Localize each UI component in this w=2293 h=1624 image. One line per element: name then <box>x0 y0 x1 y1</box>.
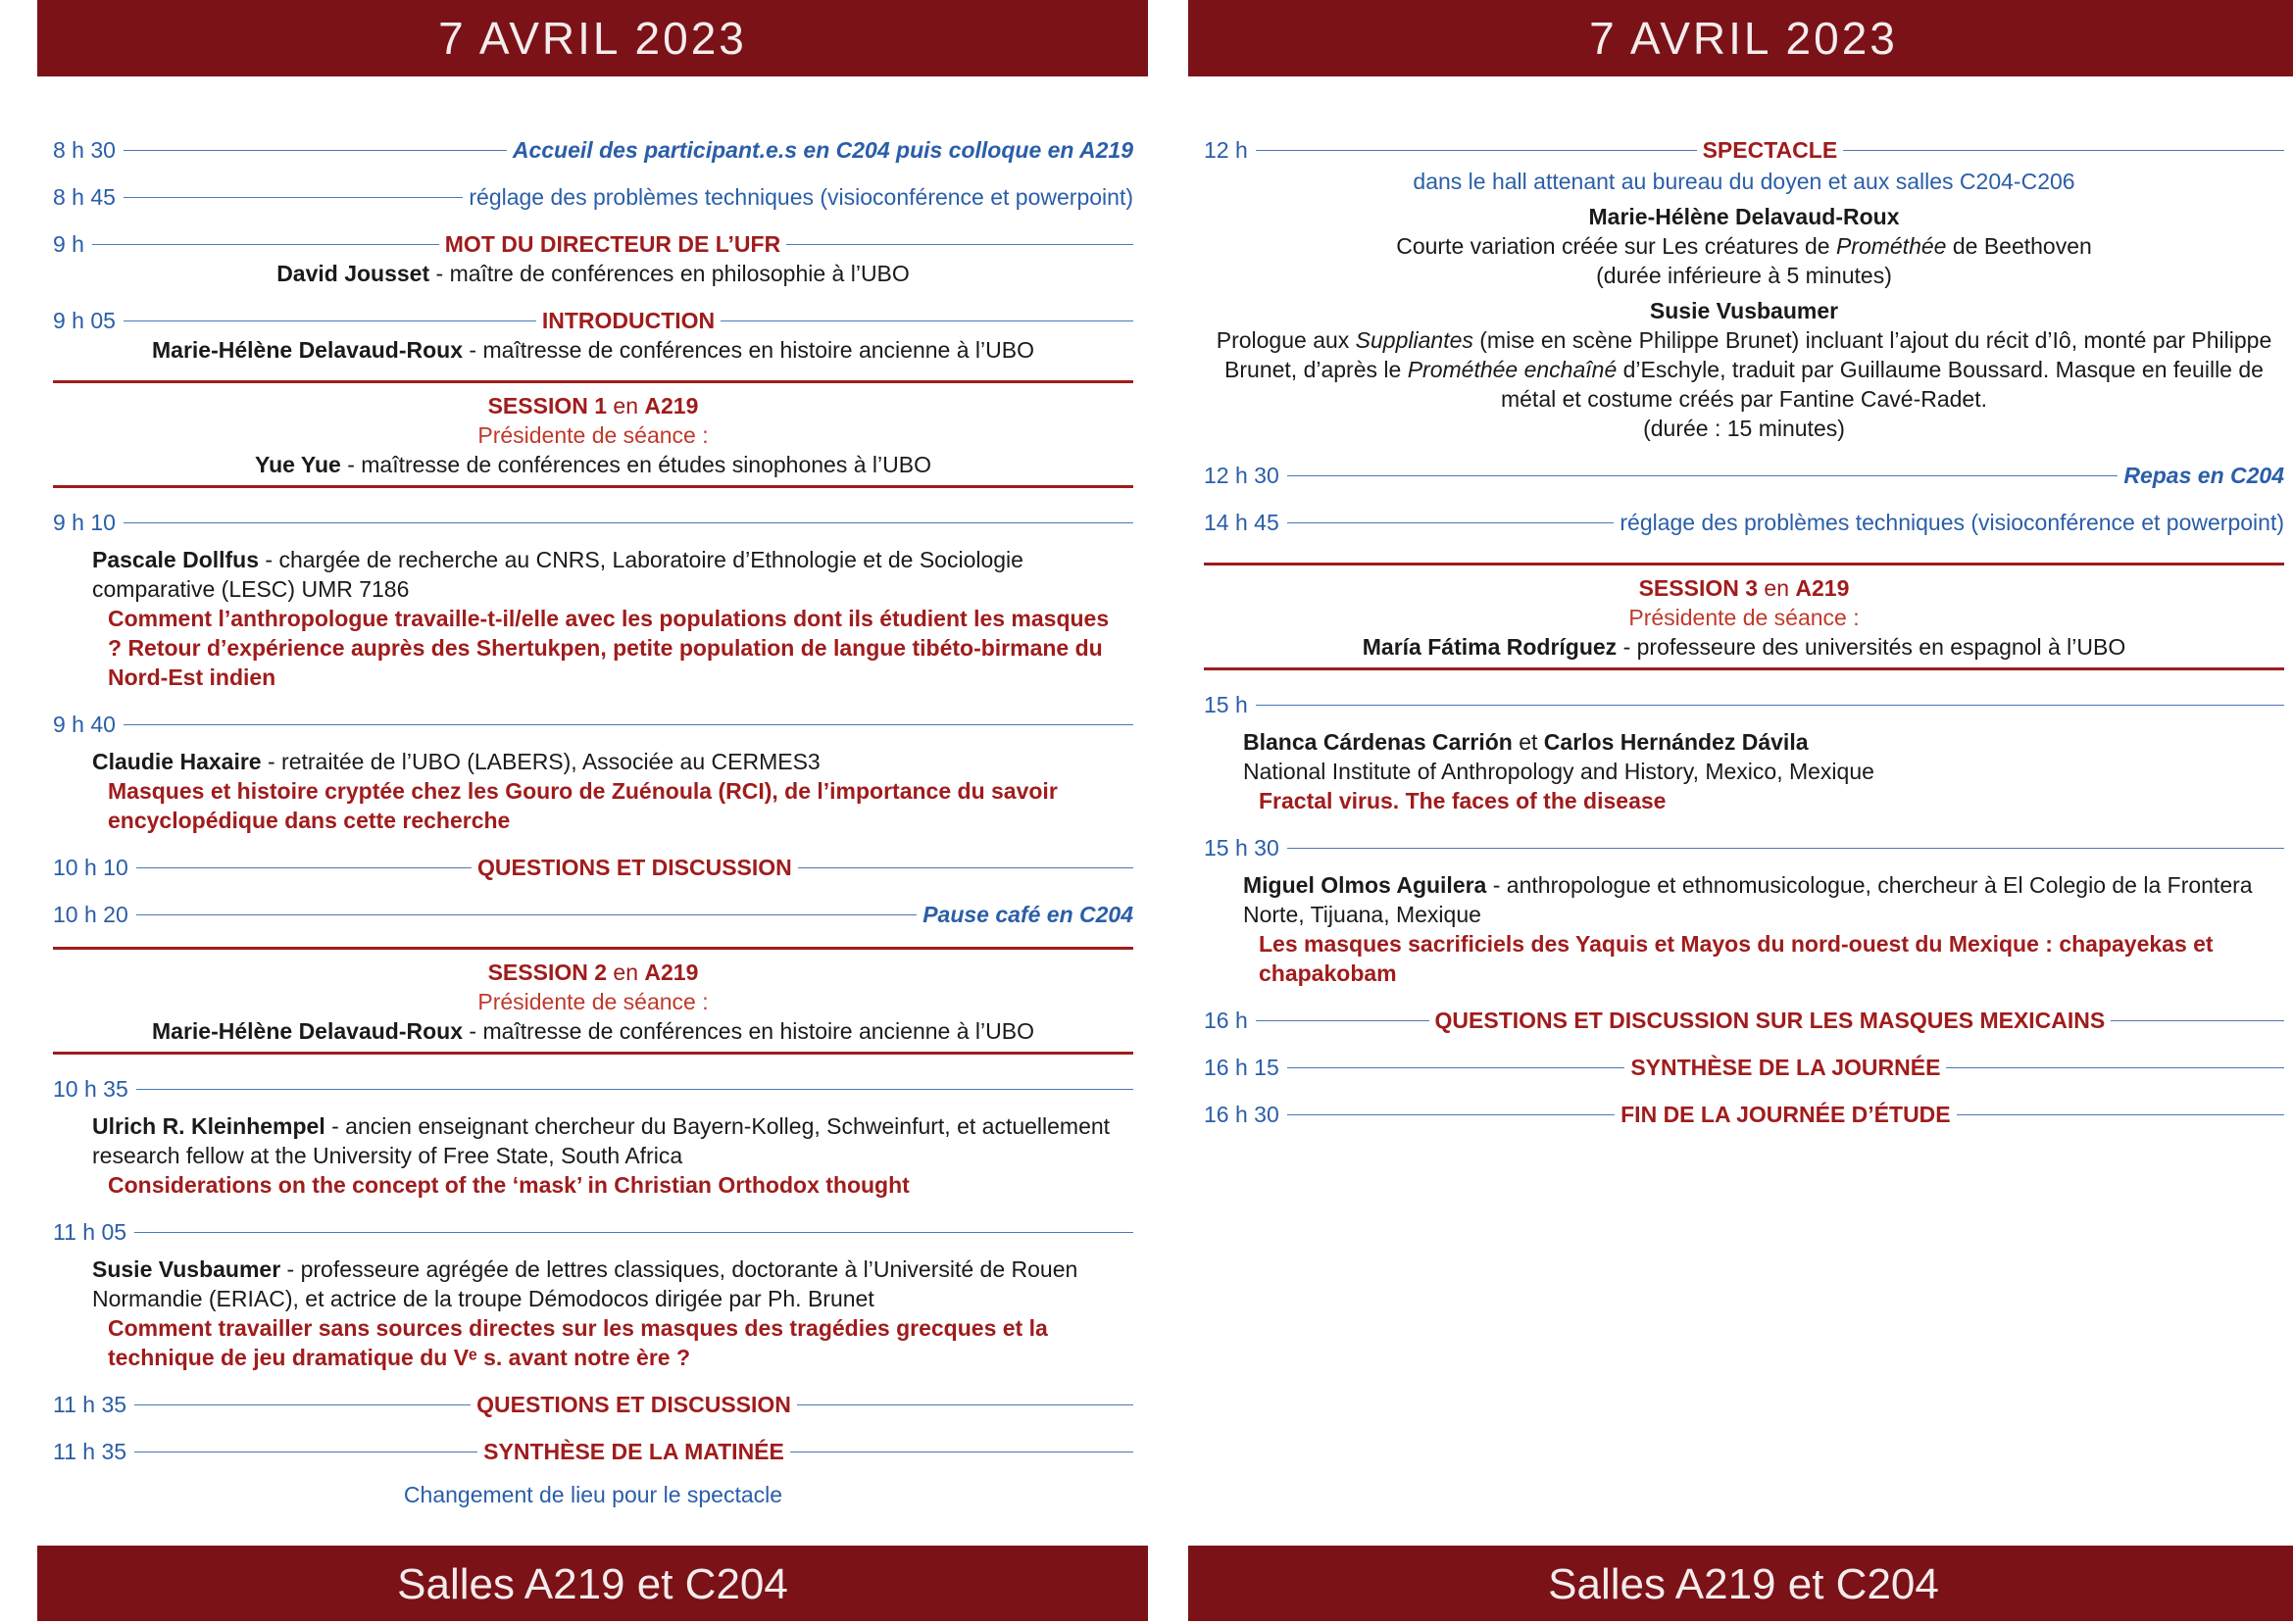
talk-block <box>53 545 1133 692</box>
time-label: 16 h 30 <box>1204 1102 1279 1127</box>
speaker-name: Marie-Hélène Delavaud-Roux <box>152 337 463 363</box>
divider <box>1256 1020 1429 1021</box>
time-label: 8 h 30 <box>53 137 116 163</box>
coffee-break-label: Pause café en C204 <box>922 902 1133 927</box>
time-label: 14 h 45 <box>1204 510 1279 535</box>
divider <box>134 1404 471 1405</box>
time-label: 9 h 05 <box>53 308 116 333</box>
speaker-line: Miguel Olmos Aguilera - anthropologue et ethnomusicologue, chercheur à El Colegio de la Frontera Norte, Tijuana, Mexique <box>1243 872 2253 927</box>
date-banner: 7 AVRIL 2023 <box>1188 0 2293 76</box>
time-label: 9 h <box>53 231 84 257</box>
time-label: 10 h 10 <box>53 855 128 880</box>
performance-block <box>1204 202 2284 290</box>
timeline-entry-0845 <box>53 182 1133 212</box>
director-word-label: MOT DU DIRECTEUR DE L’UFR <box>444 231 781 257</box>
speaker-line: Susie Vusbaumer - professeure agrégée de lettres classiques, doctorante à l’Université de Rouen Normandie (ERIAC), et actrice de la troupe Démodocos dirigée par Ph. Brunet <box>92 1256 1078 1311</box>
divider <box>134 1232 1133 1233</box>
program-page-right <box>1188 0 2293 1621</box>
speaker-role: - maître de conférences en philosophie à l’UBO <box>429 261 910 286</box>
divider <box>1256 150 1697 151</box>
timeline-entry-1500 <box>1204 690 2284 719</box>
venue-change-note: Changement de lieu pour le spectacle <box>403 1482 783 1507</box>
session-1-box <box>53 380 1133 488</box>
timeline-entry-1615 <box>1204 1053 2284 1082</box>
tech-setup-label: réglage des problèmes techniques (visioconférence et powerpoint) <box>469 184 1133 210</box>
show-label: SPECTACLE <box>1702 137 1838 163</box>
talk-title: Comment travailler sans sources directes sur les masques des tragédies grecques et la technique de jeu dramatique du Vᵉ s. avant notre ère ? <box>108 1315 1048 1370</box>
timeline-entry-1020 <box>53 900 1133 929</box>
performance-block <box>1204 296 2284 443</box>
timeline-entry-0910 <box>53 508 1133 537</box>
talk-block <box>1204 727 2284 815</box>
timeline-entry-1200 <box>1204 135 2284 165</box>
divider <box>1287 1114 1615 1115</box>
divider <box>1287 522 1615 523</box>
time-label: 12 h <box>1204 137 1248 163</box>
performer-name: Marie-Hélène Delavaud-Roux <box>1588 204 1900 229</box>
speaker-role: - maîtresse de conférences en histoire ancienne à l’UBO <box>463 337 1034 363</box>
chair-label: Présidente de séance : <box>1628 605 1860 630</box>
divider <box>136 867 472 868</box>
session-heading: SESSION 2 en A219 <box>487 960 699 985</box>
divider <box>1287 475 2119 476</box>
speaker-line <box>53 335 1133 365</box>
chair-line: Marie-Hélène Delavaud-Roux - maîtresse de conférences en histoire ancienne à l’UBO <box>152 1018 1034 1044</box>
talk-block <box>53 1255 1133 1372</box>
speaker-line: Claudie Haxaire - retraitée de l’UBO (LABERS), Associée au CERMES3 <box>92 749 821 774</box>
talk-title: Comment l’anthropologue travaille-t-il/elle avec les populations dont ils étudient les masques ? Retour d’expérience auprès des Shertukpen, petite population de langue tibéto-birmane du Nord-Est indien <box>108 606 1110 690</box>
timeline-entry-1135-discussion <box>53 1390 1133 1419</box>
talk-block <box>1204 870 2284 988</box>
schedule-right <box>1204 135 2284 1147</box>
talk-block <box>53 1111 1133 1200</box>
session-2-box <box>53 947 1133 1055</box>
performance-duration: (durée : 15 minutes) <box>1643 416 1845 441</box>
show-location: dans le hall attenant au bureau du doyen et aux salles C204-C206 <box>1413 169 2075 194</box>
divider <box>1957 1114 2284 1115</box>
divider <box>721 320 1133 321</box>
rooms-banner: Salles A219 et C204 <box>1188 1546 2293 1621</box>
divider <box>2111 1020 2284 1021</box>
schedule-left <box>53 135 1133 1509</box>
timeline-entry-1035 <box>53 1074 1133 1104</box>
timeline-entry-1230 <box>1204 461 2284 490</box>
divider <box>798 867 1133 868</box>
talk-title: Les masques sacrificiels des Yaquis et Mayos du nord-ouest du Mexique : chapayekas et chapakobam <box>1259 931 2214 986</box>
performer-name: Susie Vusbaumer <box>1649 298 1839 323</box>
welcome-label: Accueil des participant.e.s en C204 puis colloque en A219 <box>512 137 1133 163</box>
divider <box>124 150 507 151</box>
speaker-line: Blanca Cárdenas Carrión et Carlos Hernández Dávila <box>1243 729 1809 755</box>
timeline-entry-1630 <box>1204 1100 2284 1129</box>
talk-title: Fractal virus. The faces of the disease <box>1259 788 1667 813</box>
time-label: 11 h 05 <box>53 1219 127 1245</box>
divider <box>124 522 1133 523</box>
divider <box>1256 705 2284 706</box>
day-synthesis-label: SYNTHÈSE DE LA JOURNÉE <box>1630 1055 1941 1080</box>
divider <box>136 914 917 915</box>
divider <box>797 1404 1133 1405</box>
session-3-box <box>1204 563 2284 670</box>
divider <box>1287 848 2284 849</box>
morning-synthesis-label: SYNTHÈSE DE LA MATINÉE <box>483 1439 784 1464</box>
timeline-entry-0905 <box>53 306 1133 335</box>
divider <box>124 197 463 198</box>
timeline-entry-1135-synthesis <box>53 1437 1133 1466</box>
divider <box>786 244 1133 245</box>
talk-title: Masques et histoire cryptée chez les Gouro de Zuénoula (RCI), de l’importance du savoir encyclopédique dans cette recherche <box>108 778 1058 833</box>
performance-description: Prologue aux Suppliantes (mise en scène Philippe Brunet) incluant l’ajout du récit d’Iô, monté par Philippe Brunet, d’après le Prométhée enchaîné d’Eschyle, traduit par Guillaume Boussard. Masque en feuille de métal et costume créés par Fantine Cavé-Radet. <box>1216 327 2272 412</box>
speaker-line: Ulrich R. Kleinhempel - ancien enseignant chercheur du Bayern-Kolleg, Schweinfurt, et actuellement research fellow at the University of Free State, South Africa <box>92 1113 1111 1168</box>
time-label: 9 h 40 <box>53 712 116 737</box>
date-banner: 7 AVRIL 2023 <box>37 0 1148 76</box>
discussion-label: QUESTIONS ET DISCUSSION SUR LES MASQUES MEXICAINS <box>1434 1008 2106 1033</box>
timeline-entry-0940 <box>53 710 1133 739</box>
divider <box>1843 150 2284 151</box>
divider <box>124 320 536 321</box>
speaker-affiliation: National Institute of Anthropology and History, Mexico, Mexique <box>1243 759 1874 784</box>
lunch-label: Repas en C204 <box>2123 463 2284 488</box>
divider <box>1287 1067 1625 1068</box>
time-label: 8 h 45 <box>53 184 116 210</box>
time-label: 12 h 30 <box>1204 463 1279 488</box>
discussion-label: QUESTIONS ET DISCUSSION <box>476 1392 791 1417</box>
time-label: 11 h 35 <box>53 1392 127 1417</box>
session-heading: SESSION 3 en A219 <box>1638 575 1850 601</box>
speaker-line <box>53 259 1133 288</box>
chair-line: María Fátima Rodríguez - professeure des universités en espagnol à l’UBO <box>1362 634 2126 660</box>
time-label: 16 h <box>1204 1008 1248 1033</box>
timeline-entry-1530 <box>1204 833 2284 862</box>
chair-line: Yue Yue - maîtresse de conférences en études sinophones à l’UBO <box>255 452 931 477</box>
timeline-entry-1105 <box>53 1217 1133 1247</box>
divider <box>1946 1067 2284 1068</box>
time-label: 9 h 10 <box>53 510 116 535</box>
timeline-entry-0900 <box>53 229 1133 259</box>
discussion-label: QUESTIONS ET DISCUSSION <box>477 855 792 880</box>
divider <box>92 244 439 245</box>
talk-block <box>53 747 1133 835</box>
speaker-name: David Jousset <box>276 261 430 286</box>
introduction-label: INTRODUCTION <box>541 308 716 333</box>
program-page-left <box>37 0 1148 1621</box>
time-label: 15 h 30 <box>1204 835 1279 861</box>
speaker-line: Pascale Dollfus - chargée de recherche au CNRS, Laboratoire d’Ethnologie et de Sociologie comparative (LESC) UMR 7186 <box>92 547 1023 602</box>
divider <box>124 724 1133 725</box>
session-heading: SESSION 1 en A219 <box>487 393 699 418</box>
performance-description: Courte variation créée sur Les créatures de Prométhée de Beethoven <box>1396 233 2092 259</box>
chair-label: Présidente de séance : <box>477 989 709 1014</box>
timeline-entry-1600 <box>1204 1006 2284 1035</box>
time-label: 11 h 35 <box>53 1439 127 1464</box>
time-label: 15 h <box>1204 692 1248 717</box>
time-label: 10 h 20 <box>53 902 128 927</box>
timeline-entry-1010 <box>53 853 1133 882</box>
time-label: 16 h 15 <box>1204 1055 1279 1080</box>
timeline-entry-0830 <box>53 135 1133 165</box>
rooms-banner: Salles A219 et C204 <box>37 1546 1148 1621</box>
performance-duration: (durée inférieure à 5 minutes) <box>1596 263 1892 288</box>
timeline-entry-1445 <box>1204 508 2284 537</box>
closing-label: FIN DE LA JOURNÉE D’ÉTUDE <box>1620 1102 1951 1127</box>
talk-title: Considerations on the concept of the ‘mask’ in Christian Orthodox thought <box>108 1172 910 1198</box>
tech-setup-label: réglage des problèmes techniques (visioconférence et powerpoint) <box>1620 510 2284 535</box>
divider <box>136 1089 1133 1090</box>
chair-label: Présidente de séance : <box>477 422 709 448</box>
time-label: 10 h 35 <box>53 1076 128 1102</box>
